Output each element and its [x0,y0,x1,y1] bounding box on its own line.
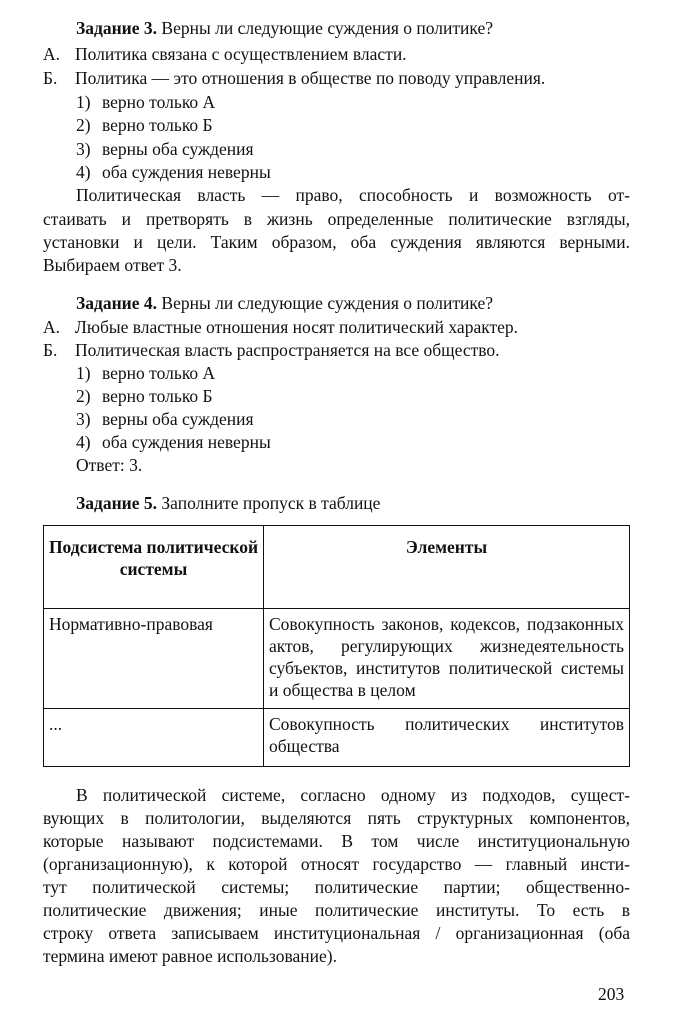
task4-statement-a: А. Любые властные отношения носят политический характер. [43,317,519,337]
task4-answer: Ответ: 3. [76,455,143,475]
task5-explanation-line: которые называют подсистемами. В том числе институциональную [43,831,630,851]
table-row [44,709,630,767]
task4-option-2: 2) верно только Б [76,386,213,406]
task3-explanation-line: Выбираем ответ 3. [43,255,182,275]
header-subsystem: Подсистема политической системы [44,526,264,609]
task4-heading [76,292,493,314]
task5-explanation-line: (организационную), к которой относят государство — главный инсти- [43,854,630,874]
task5-explanation-line: термина имеют равное использование). [43,946,337,966]
task5-explanation-line: В политической системе, согласно одному из подходов, сущест- [76,785,630,805]
task5-heading [76,492,380,514]
task3-option-3: 3) верны оба суждения [76,139,254,159]
task4-statement-b: Б. Политическая власть распространяется на все общество. [43,340,500,360]
task4-option-4: 4) оба суждения неверны [76,432,271,452]
task4-option-3: 3) верны оба суждения [76,409,254,429]
subsystems-table [43,525,630,767]
task3-label: Задание 3. [76,18,158,38]
task3-explanation-line: стаивать и претворять в жизнь определенные политические взгляды, [43,209,630,229]
task3-option-4: 4) оба суждения неверны [76,162,271,182]
table-header-row [44,526,630,609]
task4-label: Задание 4. [76,293,158,313]
task5-explanation-line: вующих в политологии, выделяются пять структурных компонентов, [43,808,630,828]
task5-explanation-line: тут политической системы; политические партии; общественно- [43,877,630,897]
cell-elements: Совокупность законов, кодексов, подзаконных актов, регулирующих жизнедеятельность субъектов, институтов политической системы и общества в целом [264,609,630,709]
cell-elements: Совокупность политических институтов общества [264,709,630,767]
task4-option-1: 1) верно только А [76,363,216,383]
page-number: 203 [598,984,625,1004]
task3-explanation-line: Политическая власть — право, способность и возможность от- [76,185,630,205]
task4-question: Верны ли следующие суждения о политике? [157,293,494,313]
task3-statement-b: Б. Политика — это отношения в обществе по поводу управления. [43,68,546,88]
task3-statement-a: А. Политика связана с осуществлением власти. [43,44,407,64]
table-row [44,609,630,709]
cell-subsystem: Нормативно-правовая [44,609,264,709]
task5-question: Заполните пропуск в таблице [157,493,381,513]
task3-option-1: 1) верно только А [76,92,216,112]
task3-question: Верны ли следующие суждения о политике? [157,18,494,38]
header-elements: Элементы [264,526,630,609]
task3-heading [76,17,493,39]
cell-subsystem-blank: ... [44,709,264,767]
task3-explanation-line: установки и цели. Таким образом, оба суждения являются верными. [43,232,630,252]
task5-label: Задание 5. [76,493,158,513]
task3-option-2: 2) верно только Б [76,115,213,135]
task5-explanation-line: политические движения; иные политические институты. То есть в [43,900,630,920]
task5-explanation-line: строку ответа записываем институциональная / организационная (оба [43,923,630,943]
